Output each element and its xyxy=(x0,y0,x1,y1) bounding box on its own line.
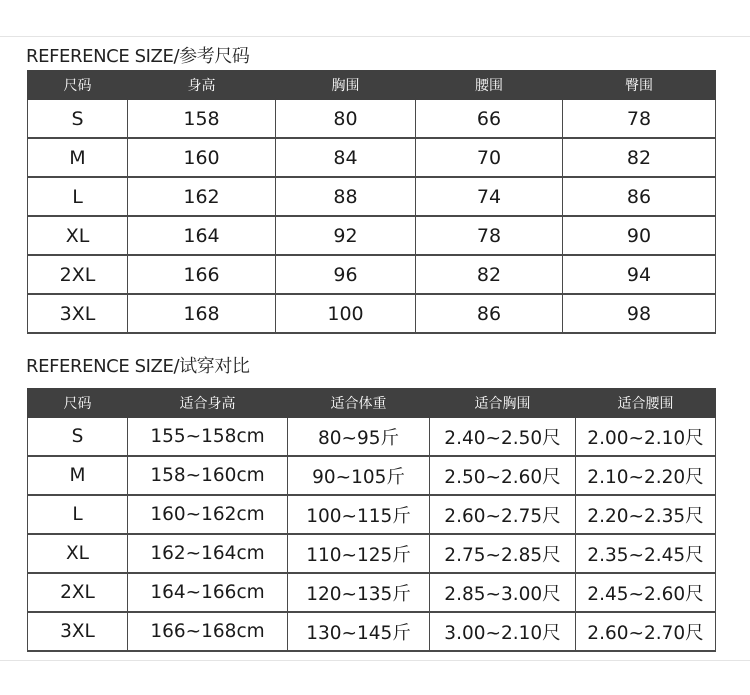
size-cell: L xyxy=(28,177,128,216)
size-cell: XL xyxy=(28,216,128,255)
table-cell: 78 xyxy=(563,100,716,138)
table-cell: 2.85~3.00尺 xyxy=(430,573,576,612)
size-cell: 3XL xyxy=(28,612,128,651)
table-cell: 88 xyxy=(276,177,416,216)
table-row xyxy=(28,495,716,534)
table-cell: 2.35~2.45尺 xyxy=(576,534,716,573)
table-cell: 86 xyxy=(563,177,716,216)
table-cell: 160 xyxy=(128,138,276,177)
table-cell: 158~160cm xyxy=(128,456,288,495)
table-cell: 74 xyxy=(416,177,563,216)
header-cell: 适合腰围 xyxy=(576,388,716,418)
table-cell: 100~115斤 xyxy=(288,495,430,534)
table-row xyxy=(28,573,716,612)
table-cell: 66 xyxy=(416,100,563,138)
table-cell: 120~135斤 xyxy=(288,573,430,612)
size-cell: M xyxy=(28,456,128,495)
table-cell: 166 xyxy=(128,255,276,294)
table-cell: 78 xyxy=(416,216,563,255)
table-cell: 96 xyxy=(276,255,416,294)
size-cell: 2XL xyxy=(28,255,128,294)
table-row xyxy=(28,177,716,216)
table-cell: 80 xyxy=(276,100,416,138)
table-cell: 3.00~2.10尺 xyxy=(430,612,576,651)
table-cell: 130~145斤 xyxy=(288,612,430,651)
table-cell: 86 xyxy=(416,294,563,333)
header-cell: 适合体重 xyxy=(288,388,430,418)
table-row xyxy=(28,216,716,255)
size-cell: S xyxy=(28,418,128,456)
table-cell: 84 xyxy=(276,138,416,177)
header-cell: 臀围 xyxy=(563,70,716,100)
header-row xyxy=(28,70,716,100)
top-divider xyxy=(0,36,750,37)
size-cell: M xyxy=(28,138,128,177)
table-cell: 2.00~2.10尺 xyxy=(576,418,716,456)
table-row xyxy=(28,294,716,333)
table-cell: 110~125斤 xyxy=(288,534,430,573)
header-cell: 适合胸围 xyxy=(430,388,576,418)
table-cell: 162~164cm xyxy=(128,534,288,573)
size-cell: XL xyxy=(28,534,128,573)
size-reference-title: REFERENCE SIZE/参考尺码 xyxy=(26,46,250,67)
table-cell: 90~105斤 xyxy=(288,456,430,495)
size-cell: S xyxy=(28,100,128,138)
table-row xyxy=(28,100,716,138)
table-row xyxy=(28,138,716,177)
table-cell: 162 xyxy=(128,177,276,216)
table-cell: 2.10~2.20尺 xyxy=(576,456,716,495)
table-cell: 82 xyxy=(563,138,716,177)
table-cell: 94 xyxy=(563,255,716,294)
fit-comparison-title: REFERENCE SIZE/试穿对比 xyxy=(26,356,250,377)
table-cell: 2.75~2.85尺 xyxy=(430,534,576,573)
header-cell: 尺码 xyxy=(28,388,128,418)
size-reference-table xyxy=(27,70,716,334)
table-cell: 92 xyxy=(276,216,416,255)
header-cell: 适合身高 xyxy=(128,388,288,418)
table-row xyxy=(28,534,716,573)
table-cell: 164 xyxy=(128,216,276,255)
table-cell: 70 xyxy=(416,138,563,177)
table-cell: 155~158cm xyxy=(128,418,288,456)
header-row xyxy=(28,388,716,418)
table-cell: 90 xyxy=(563,216,716,255)
table-cell: 158 xyxy=(128,100,276,138)
table-cell: 2.45~2.60尺 xyxy=(576,573,716,612)
size-cell: 3XL xyxy=(28,294,128,333)
table-cell: 164~166cm xyxy=(128,573,288,612)
header-cell: 尺码 xyxy=(28,70,128,100)
table-cell: 80~95斤 xyxy=(288,418,430,456)
size-cell: L xyxy=(28,495,128,534)
table-row xyxy=(28,255,716,294)
table-cell: 168 xyxy=(128,294,276,333)
table-cell: 166~168cm xyxy=(128,612,288,651)
table-row xyxy=(28,456,716,495)
header-cell: 胸围 xyxy=(276,70,416,100)
table-row xyxy=(28,418,716,456)
header-cell: 腰围 xyxy=(416,70,563,100)
table-cell: 82 xyxy=(416,255,563,294)
table-cell: 2.40~2.50尺 xyxy=(430,418,576,456)
header-cell: 身高 xyxy=(128,70,276,100)
bottom-divider xyxy=(0,660,750,661)
table-cell: 160~162cm xyxy=(128,495,288,534)
table-cell: 2.60~2.75尺 xyxy=(430,495,576,534)
size-cell: 2XL xyxy=(28,573,128,612)
table-cell: 2.20~2.35尺 xyxy=(576,495,716,534)
table-cell: 2.50~2.60尺 xyxy=(430,456,576,495)
fit-comparison-table xyxy=(27,388,716,652)
table-cell: 2.60~2.70尺 xyxy=(576,612,716,651)
table-row xyxy=(28,612,716,651)
table-cell: 100 xyxy=(276,294,416,333)
table-cell: 98 xyxy=(563,294,716,333)
